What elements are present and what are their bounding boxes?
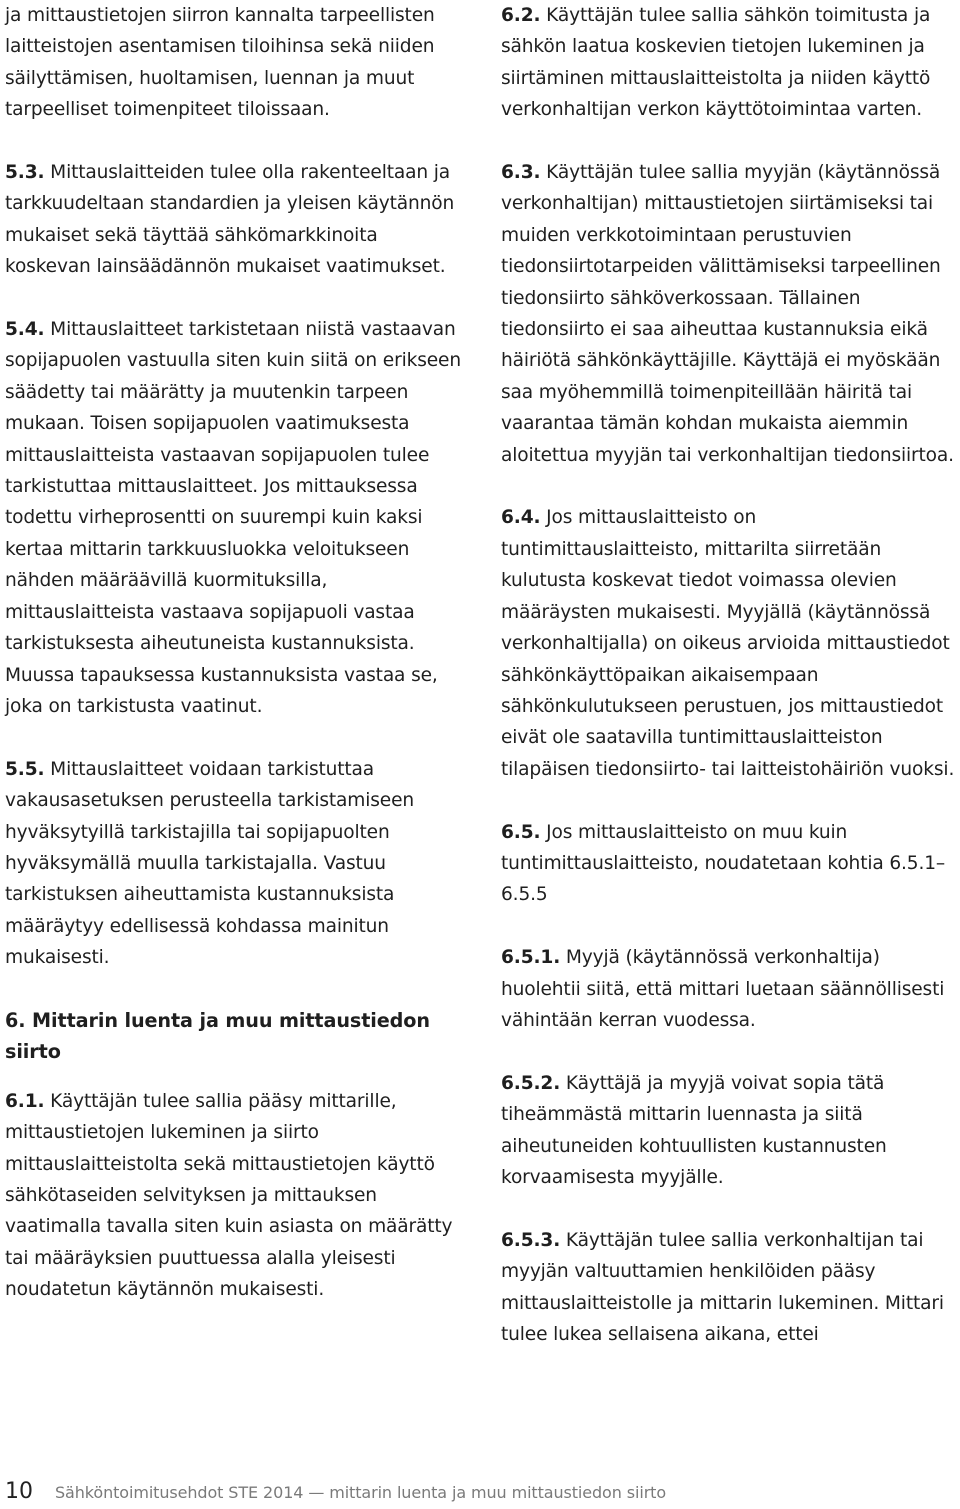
right-column [501, 0, 956, 1350]
section-6-5-2 [501, 1068, 956, 1194]
section-number: 6.5.2. [501, 1072, 561, 1094]
section-text: Käyttäjän tulee sallia sähkön toimitusta ja sähkön laatua koskevien tietojen lukeminen ja siirtäminen mittauslaitteistolta ja niiden käyttö verkonhaltijan verkon käyttötoimintaa varten. [501, 5, 931, 121]
section-number: 6.5.1. [501, 947, 561, 969]
section-text: Käyttäjän tulee sallia myyjän (käytännössä verkonhaltijan) mittaustietojen siirtämiseksi tai muiden verkkotoimintaan perustuvien tiedonsiirtotarpeiden välittämiseksi tarpeellinen tiedonsiirto sähköverkossaan. Tällainen tiedonsiirto ei saa aiheuttaa kustannuksia eikä häiriötä sähkönkäyttäjille. Käyttäjä ei myöskään saa myöhemmillä toimenpiteillään häiritä tai vaarantaa tämän kohdan mukaista aiemmin aloitettua myyjän tai verkonhaltijan tiedonsiirtoa. [501, 162, 954, 466]
section-5-4 [5, 314, 463, 722]
section-number: 5.4. [5, 319, 45, 341]
section-6-1 [5, 1086, 463, 1306]
section-number: 5.5. [5, 758, 45, 780]
section-text: Mittauslaitteiden tulee olla rakenteeltaan ja tarkkuudeltaan standardien ja yleisen käytännön mukaiset sekä täyttää sähkömarkkinoita koskevan lainsäädännön mukaiset vaatimukset. [5, 162, 455, 278]
section-text: Myyjä (käytännössä verkonhaltija) huolehtii siitä, että mittari luetaan säännöllisesti vähintään kerran vuodessa. [501, 947, 945, 1031]
paragraph-continued [5, 0, 463, 126]
section-text: Käyttäjän tulee sallia pääsy mittarille, mittaustietojen lukeminen ja siirto mittauslaitteistolta sekä mittaustietojen käyttö sähkötaseiden selvityksen ja mittauksen vaatimalla tavalla siten kuin asiasta on määrätty tai määräyksien puuttuessa alalla yleisesti noudatetun käytännön mukaisesti. [5, 1090, 453, 1301]
section-6-4 [501, 502, 956, 785]
section-number: 6.5.3. [501, 1229, 561, 1251]
section-text: Käyttäjän tulee sallia verkonhaltijan tai myyjän valtuuttamien henkilöiden pääsy mittauslaitteistolle ja mittarin lukeminen. Mittari tulee lukea sellaisena aikana, ettei [501, 1229, 944, 1345]
section-number: 6.4. [501, 507, 541, 529]
page-footer [5, 1479, 666, 1509]
section-6-5-3 [501, 1225, 956, 1351]
section-6-5-1 [501, 942, 956, 1036]
section-6-5 [501, 817, 956, 911]
section-text: Jos mittauslaitteisto on muu kuin tuntimittauslaitteisto, noudatetaan kohtia 6.5.1–6.5.5 [501, 821, 946, 906]
section-6-3 [501, 157, 956, 471]
footer-title: Sähköntoimitusehdot STE 2014 — mittarin luenta ja muu mittaustiedon siirto [55, 1483, 667, 1502]
section-text: Mittauslaitteet voidaan tarkistuttaa vakausasetuksen perusteella tarkistamiseen hyväksytyillä tarkistajilla tai sopijapuolten hyväksymällä muulla tarkistajalla. Vastuu tarkistuksen aiheuttamista kustannuksista määräytyy edellisessä kohdassa mainitun mukaisesti. [5, 758, 415, 969]
section-5-5 [5, 754, 463, 974]
section-text: Jos mittauslaitteisto on tuntimittauslaitteisto, mittarilta siirretään kulutusta koskevat tiedot voimassa olevien määräysten mukaisesti. Myyjällä (käytännössä verkonhaltijalla) on oikeus arvioida mittaustiedot sähkönkäyttöpaikan aikaisempaan sähkönkulutukseen perustuen, jos mittaustiedot eivät ole saatavilla tuntimittauslaitteiston tilapäisen tiedonsiirto- tai laitteistohäiriön vuoksi. [501, 507, 955, 780]
paragraph-text: ja mittaustietojen siirron kannalta tarpeellisten laitteistojen asentamisen tiloihinsa sekä niiden säilyttämisen, huoltamisen, luennan ja muut tarpeelliset toimenpiteet tiloissaan. [5, 5, 435, 121]
section-text: Mittauslaitteet tarkistetaan niistä vastaavan sopijapuolen vastuulla siten kuin siitä on erikseen säädetty tai määrätty ja muutenkin tarpeen mukaan. Toisen sopijapuolen vaatimuksesta mittauslaitteista vastaavan sopijapuolen tulee tarkistuttaa mittauslaitteet. Jos mittauksessa todettu virheprosentti on suurempi kuin kaksi kertaa mittarin tarkkuusluokka veloitukseen nähden määräävillä kuormituksilla, mittauslaitteista vastaava sopijapuoli vastaa tarkistuksesta aiheutuneista kustannuksista. Muussa tapauksessa kustannuksista vastaa se, joka on tarkistusta vaatinut. [5, 319, 461, 717]
section-number: 6.1. [5, 1090, 45, 1112]
page-number: 10 [5, 1479, 33, 1504]
left-column [5, 0, 463, 1306]
section-number: 6.2. [501, 5, 541, 26]
section-5-3 [5, 157, 463, 283]
section-number: 6.3. [501, 162, 541, 184]
section-text: Käyttäjä ja myyjä voivat sopia tätä tiheämmästä mittarin luennasta ja siitä aiheutuneiden kohtuullisten kustannusten korvaamisesta myyjälle. [501, 1072, 887, 1188]
section-heading-6: 6. Mittarin luenta ja muu mittaustiedon siirto [5, 1008, 430, 1064]
section-number: 5.3. [5, 162, 45, 184]
section-6-2 [501, 0, 956, 126]
section-number: 6.5. [501, 821, 541, 843]
